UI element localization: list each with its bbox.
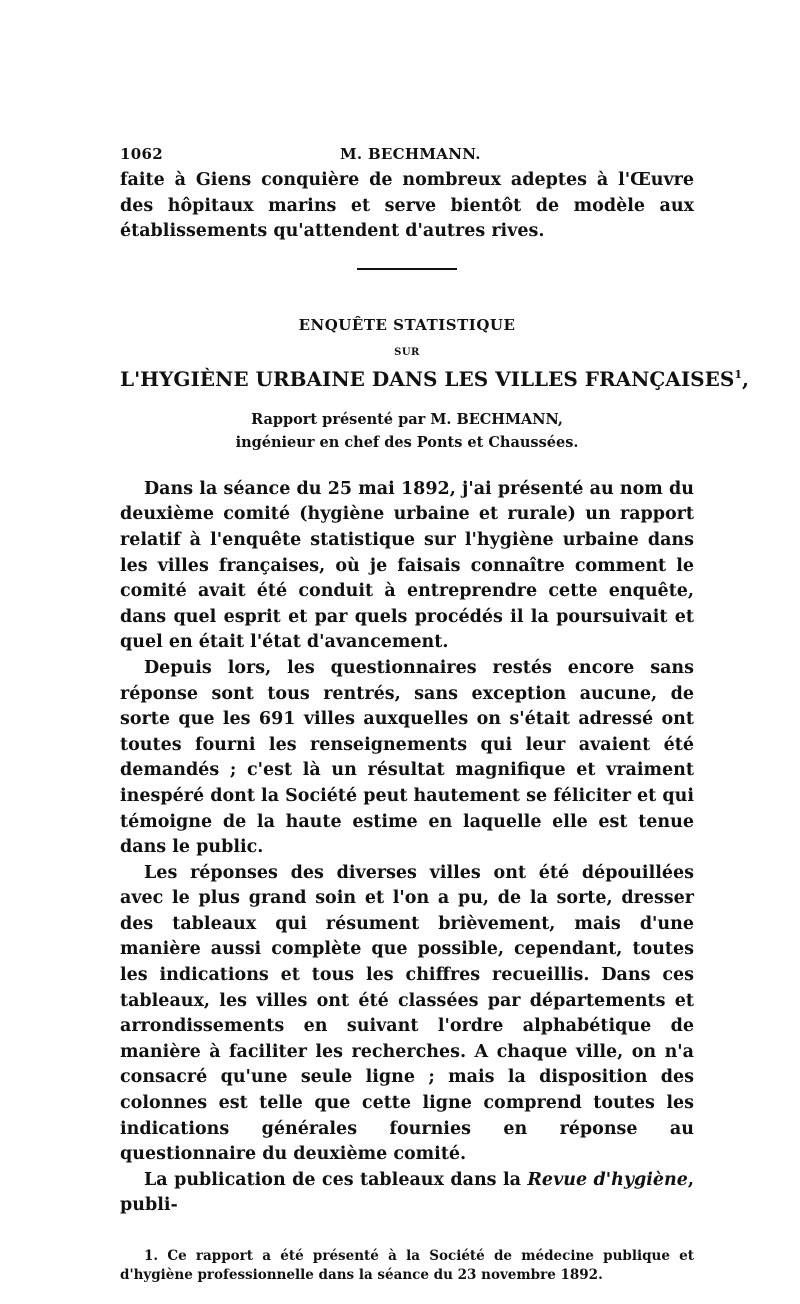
footnote-number: 1. [144,1248,159,1264]
byline-author-name: M. BECHMANN, [430,410,563,428]
title-footnote-mark: 1 [734,367,742,381]
running-head-author: M. BECHMANN. [340,145,481,163]
footnote [120,1247,694,1285]
footnote-text: Ce rapport a été présenté à la Société de médecine publique et d'hygiène professionnelle dans la séance du 23 novembre 1892. [120,1248,695,1283]
article-title-main-text: L'HYGIÈNE URBAINE DANS LES VILLES FRANÇAISES [120,366,735,391]
continuation-paragraph: faite à Giens conquière de nombreux adeptes à l'Œuvre des hôpitaux marins et serve bientôt de modèle aux établissements qu'attendent d'autres rives. [120,170,694,242]
journal-title: Revue d'hygiène [527,1169,688,1190]
byline-line1 [120,408,694,431]
article-paragraph-3: Les réponses des diverses villes ont été dépouillées avec le plus grand soin et l'on a pu, de la sorte, dresser des tableaux qui résument brièvement, mais d'une manière aussi complète que possible, cependant, toutes les indications et tous les chiffres recueillis. Dans ces tableaux, les villes ont été classées par départements et arrondissements en suivant l'ordre alphabétique de manière à faciliter les recherches. A chaque ville, on n'a consacré qu'une seule ligne ; mais la disposition des colonnes est telle que cette ligne comprend toutes les indications générales fournies en réponse au questionnaire du deuxième comité. [120,862,694,1165]
article-title [120,315,749,391]
article-paragraph-1: Dans la séance du 25 mai 1892, j'ai présenté au nom du deuxième comité (hygiène urbaine et rurale) un rapport relatif à l'enquête statistique sur l'hygiène urbaine dans les villes françaises, où je faisais connaître comment le comité avait été conduit à entreprendre cette enquête, dans quel esprit et par quels procédés il la poursuivait et quel en était l'état d'avancement. [120,478,694,653]
article-paragraph-2: Depuis lors, les questionnaires restés encore sans réponse sont tous rentrés, sans exception aucune, de sorte que les 691 villes auxquelles on s'était adressé ont toutes fourni les renseignements qui leur avaient été demandés ; c'est là un résultat magnifique et vraiment inespéré dont la Société peut hautement se féliciter et qui témoigne de la haute estime en laquelle elle est tenue dans le public. [120,657,694,858]
article-paragraph-4 [120,1168,694,1219]
page-number: 1062 [120,145,163,163]
byline-prefix: Rapport présenté par [251,410,431,428]
last-paragraph-suffix: , publi- [120,1169,694,1216]
book-page [120,145,749,1299]
article-title-main [120,366,749,391]
title-trailing-comma: , [741,366,749,391]
running-head [120,145,694,167]
article-body [120,477,694,1219]
last-paragraph-prefix: La publication de ces tableaux dans la [144,1169,528,1190]
section-divider-rule [357,268,457,270]
byline-role: ingénieur en chef des Ponts et Chaussées. [235,433,579,451]
article-title-sur: SUR [394,346,420,358]
byline [120,408,694,454]
article-title-line1: ENQUÊTE STATISTIQUE [298,315,516,334]
